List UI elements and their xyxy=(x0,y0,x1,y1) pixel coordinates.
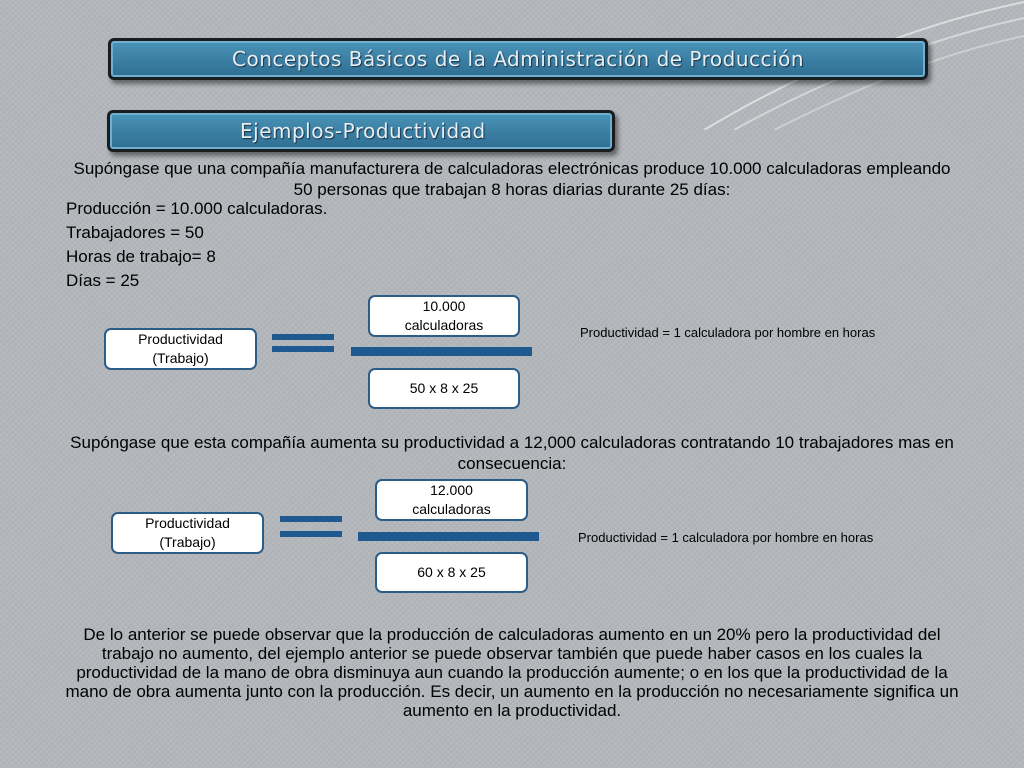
productivity-label-box: Productividad (Trabajo) xyxy=(104,328,257,370)
denominator-box: 50 x 8 x 25 xyxy=(368,368,520,409)
fraction-line xyxy=(358,532,539,541)
equals-sign-top-bar xyxy=(272,334,334,340)
fact-dias: Días = 25 xyxy=(66,271,140,290)
equals-sign-bottom-bar xyxy=(272,346,334,352)
productivity-result: Productividad = 1 calculadora por hombre en horas xyxy=(580,325,876,340)
denominator-box: 60 x 8 x 25 xyxy=(375,552,528,593)
productivity-result: Productividad = 1 calculadora por hombre en horas xyxy=(578,530,874,545)
productivity-label-box: Productividad (Trabajo) xyxy=(111,512,264,554)
numerator-box: 12.000 calculadoras xyxy=(375,479,528,521)
numerator-box: 10.000 calculadoras xyxy=(368,295,520,337)
equals-sign-top-bar xyxy=(280,516,342,522)
fraction-line xyxy=(351,347,532,356)
conclusion-paragraph: De lo anterior se puede observar que la producción de calculadoras aumento en un 20% pero la productividad del trabajo no aumento, del ejemplo anterior se puede observar también que puede haber casos en los cuales la productividad de la mano de obra disminuya aun cuando la producción aumente; o en los que la productividad de la mano de obra aumenta junto con la producción. Es decir, un aumento en la producción no necesariamente significa un aumento en la productividad. xyxy=(65,625,959,720)
slide-subtitle: Ejemplos-Productividad xyxy=(107,110,615,152)
fact-horas: Horas de trabajo= 8 xyxy=(66,247,216,266)
slide-title: Conceptos Básicos de la Administración de Producción xyxy=(108,38,928,80)
fact-trabajadores: Trabajadores = 50 xyxy=(66,223,204,242)
equals-sign-bottom-bar xyxy=(280,531,342,537)
intro-paragraph: Supóngase que una compañía manufacturera de calculadoras electrónicas produce 10.000 calculadoras empleando 50 personas que trabajan 8 horas diarias durante 25 días: xyxy=(73,159,951,199)
fact-produccion: Producción = 10.000 calculadoras. xyxy=(66,199,328,218)
second-case-paragraph: Supóngase que esta compañía aumenta su productividad a 12,000 calculadoras contratando 10 trabajadores mas en consecuencia: xyxy=(70,433,954,473)
